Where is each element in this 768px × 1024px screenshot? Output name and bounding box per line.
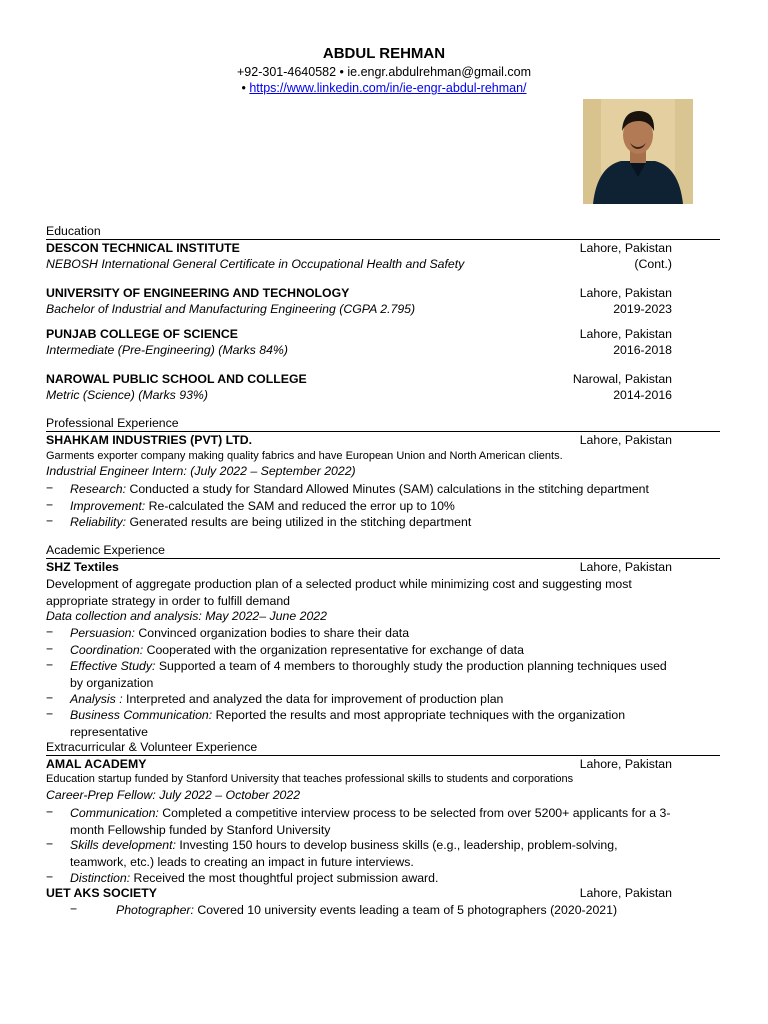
section-extracurricular bbox=[46, 740, 720, 756]
degree: NEBOSH International General Certificate in Occupational Health and Safety bbox=[46, 257, 465, 271]
bullet-label: Coordination: bbox=[70, 643, 144, 657]
bullet-item bbox=[116, 902, 716, 919]
bullet-item bbox=[70, 498, 710, 515]
society-location: Lahore, Pakistan bbox=[579, 886, 672, 900]
bullet-item bbox=[70, 691, 710, 708]
bullet-label: Communication: bbox=[70, 806, 159, 820]
company-location: Lahore, Pakistan bbox=[579, 757, 672, 771]
company-description: Education startup funded by Stanford University that teaches professional skills to students and corporations bbox=[46, 773, 574, 785]
degree: Bachelor of Industrial and Manufacturing Engineering (CGPA 2.795) bbox=[46, 302, 416, 316]
dash-bullet: − bbox=[46, 658, 54, 672]
bullet-text: Received the most thoughtful project submission award. bbox=[130, 871, 439, 885]
degree-date: 2019-2023 bbox=[613, 302, 672, 316]
section-academic bbox=[46, 543, 720, 559]
profile-photo bbox=[583, 99, 693, 204]
school-location: Lahore, Pakistan bbox=[579, 241, 672, 255]
dash-bullet: − bbox=[46, 805, 54, 819]
dash-bullet: − bbox=[46, 498, 54, 512]
bullet-text: Supported a team of 4 members to thoroughly study the production planning techniques used by organization bbox=[70, 659, 667, 690]
linkedin-line bbox=[0, 81, 768, 95]
bullet-item bbox=[70, 837, 660, 870]
dash-bullet: − bbox=[46, 707, 54, 721]
bullet-label: Effective Study: bbox=[70, 659, 156, 673]
bullet-text: Cooperated with the organization representative for exchange of data bbox=[143, 643, 524, 657]
bullet-label: Distinction: bbox=[70, 871, 131, 885]
bullet-text: Completed a competitive interview process to be selected from over 5200+ applicants for a 3-month Fellowship funded by Stanford University bbox=[70, 806, 671, 837]
company-name: AMAL ACADEMY bbox=[46, 757, 147, 771]
dash-bullet: − bbox=[70, 902, 78, 916]
degree: Metric (Science) (Marks 93%) bbox=[46, 388, 208, 402]
dash-bullet: − bbox=[46, 870, 54, 884]
bullet-item bbox=[70, 658, 680, 691]
bullet-item bbox=[70, 870, 710, 887]
bullet-text: Generated results are being utilized in the stitching department bbox=[126, 515, 472, 529]
dash-bullet: − bbox=[46, 481, 54, 495]
school-name: PUNJAB COLLEGE OF SCIENCE bbox=[46, 327, 238, 341]
bullet-text: Covered 10 university events leading a team of 5 photographers (2020-2021) bbox=[193, 903, 618, 917]
dash-bullet: − bbox=[46, 625, 54, 639]
section-title: Academic Experience bbox=[46, 543, 165, 557]
bullet-item bbox=[70, 805, 700, 838]
degree-date: (Cont.) bbox=[634, 257, 672, 271]
bullet-dot: • bbox=[241, 81, 250, 95]
dash-bullet: − bbox=[46, 514, 54, 528]
bullet-item bbox=[70, 514, 710, 531]
section-education bbox=[46, 224, 720, 240]
bullet-text: Re-calculated the SAM and reduced the error up to 10% bbox=[145, 499, 455, 513]
bullet-text: Investing 150 hours to develop business skills (e.g., leadership, problem-solving, teamwork, etc.) leads to creating an impact in future interviews. bbox=[70, 838, 618, 869]
role-title: Data collection and analysis: May 2022– June 2022 bbox=[46, 609, 327, 623]
bullet-text: Convinced organization bodies to share their data bbox=[134, 626, 410, 640]
school-name: NAROWAL PUBLIC SCHOOL AND COLLEGE bbox=[46, 372, 307, 386]
school-location: Narowal, Pakistan bbox=[572, 372, 672, 386]
bullet-label: Photographer: bbox=[116, 903, 194, 917]
bullet-label: Business Communication: bbox=[70, 708, 213, 722]
section-title: Education bbox=[46, 224, 101, 238]
bullet-label: Research: bbox=[70, 482, 127, 496]
role-title: Career-Prep Fellow: July 2022 – October 2022 bbox=[46, 788, 301, 802]
degree: Intermediate (Pre-Engineering) (Marks 84%) bbox=[46, 343, 288, 357]
company-name: SHAHKAM INDUSTRIES (PVT) LTD. bbox=[46, 433, 253, 447]
company-location: Lahore, Pakistan bbox=[579, 560, 672, 574]
bullet-label: Reliability: bbox=[70, 515, 127, 529]
section-professional bbox=[46, 416, 720, 432]
company-location: Lahore, Pakistan bbox=[579, 433, 672, 447]
company-name: SHZ Textiles bbox=[46, 560, 119, 574]
bullet-item bbox=[70, 707, 670, 740]
degree-date: 2014-2016 bbox=[613, 388, 672, 402]
dash-bullet: − bbox=[46, 642, 54, 656]
bullet-label: Skills development: bbox=[70, 838, 176, 852]
candidate-name: ABDUL REHMAN bbox=[322, 45, 446, 62]
project-description: Development of aggregate production plan of a selected product while minimizing cost and suggesting most appropriate strategy in order to fulfill demand bbox=[46, 577, 632, 608]
bullet-text: Interpreted and analyzed the data for improvement of production plan bbox=[122, 692, 504, 706]
school-name: DESCON TECHNICAL INSTITUTE bbox=[46, 241, 240, 255]
school-location: Lahore, Pakistan bbox=[579, 327, 672, 341]
degree-date: 2016-2018 bbox=[613, 343, 672, 357]
bullet-text: Conducted a study for Standard Allowed Minutes (SAM) calculations in the stitching department bbox=[126, 482, 649, 496]
school-location: Lahore, Pakistan bbox=[579, 286, 672, 300]
bullet-label: Persuasion: bbox=[70, 626, 135, 640]
bullet-item bbox=[70, 642, 710, 659]
dash-bullet: − bbox=[46, 837, 54, 851]
section-title: Professional Experience bbox=[46, 416, 179, 430]
bullet-label: Improvement: bbox=[70, 499, 146, 513]
contact-line: +92-301-4640582 • ie.engr.abdulrehman@gmail.com bbox=[237, 65, 531, 79]
bullet-text: Reported the results and most appropriate techniques with the organization representative bbox=[70, 708, 626, 739]
bullet-item bbox=[70, 481, 710, 498]
school-name: UNIVERSITY OF ENGINEERING AND TECHNOLOGY bbox=[46, 286, 350, 300]
dash-bullet: − bbox=[46, 691, 54, 705]
linkedin-link[interactable]: https://www.linkedin.com/in/ie-engr-abdul-rehman/ bbox=[249, 81, 527, 95]
bullet-label: Analysis : bbox=[70, 692, 123, 706]
section-title: Extracurricular & Volunteer Experience bbox=[46, 740, 258, 754]
bullet-item bbox=[70, 625, 710, 642]
company-description: Garments exporter company making quality fabrics and have European Union and North American clients. bbox=[46, 450, 563, 462]
role-title: Industrial Engineer Intern: (July 2022 – September 2022) bbox=[46, 464, 356, 478]
society-name: UET AKS SOCIETY bbox=[46, 886, 157, 900]
